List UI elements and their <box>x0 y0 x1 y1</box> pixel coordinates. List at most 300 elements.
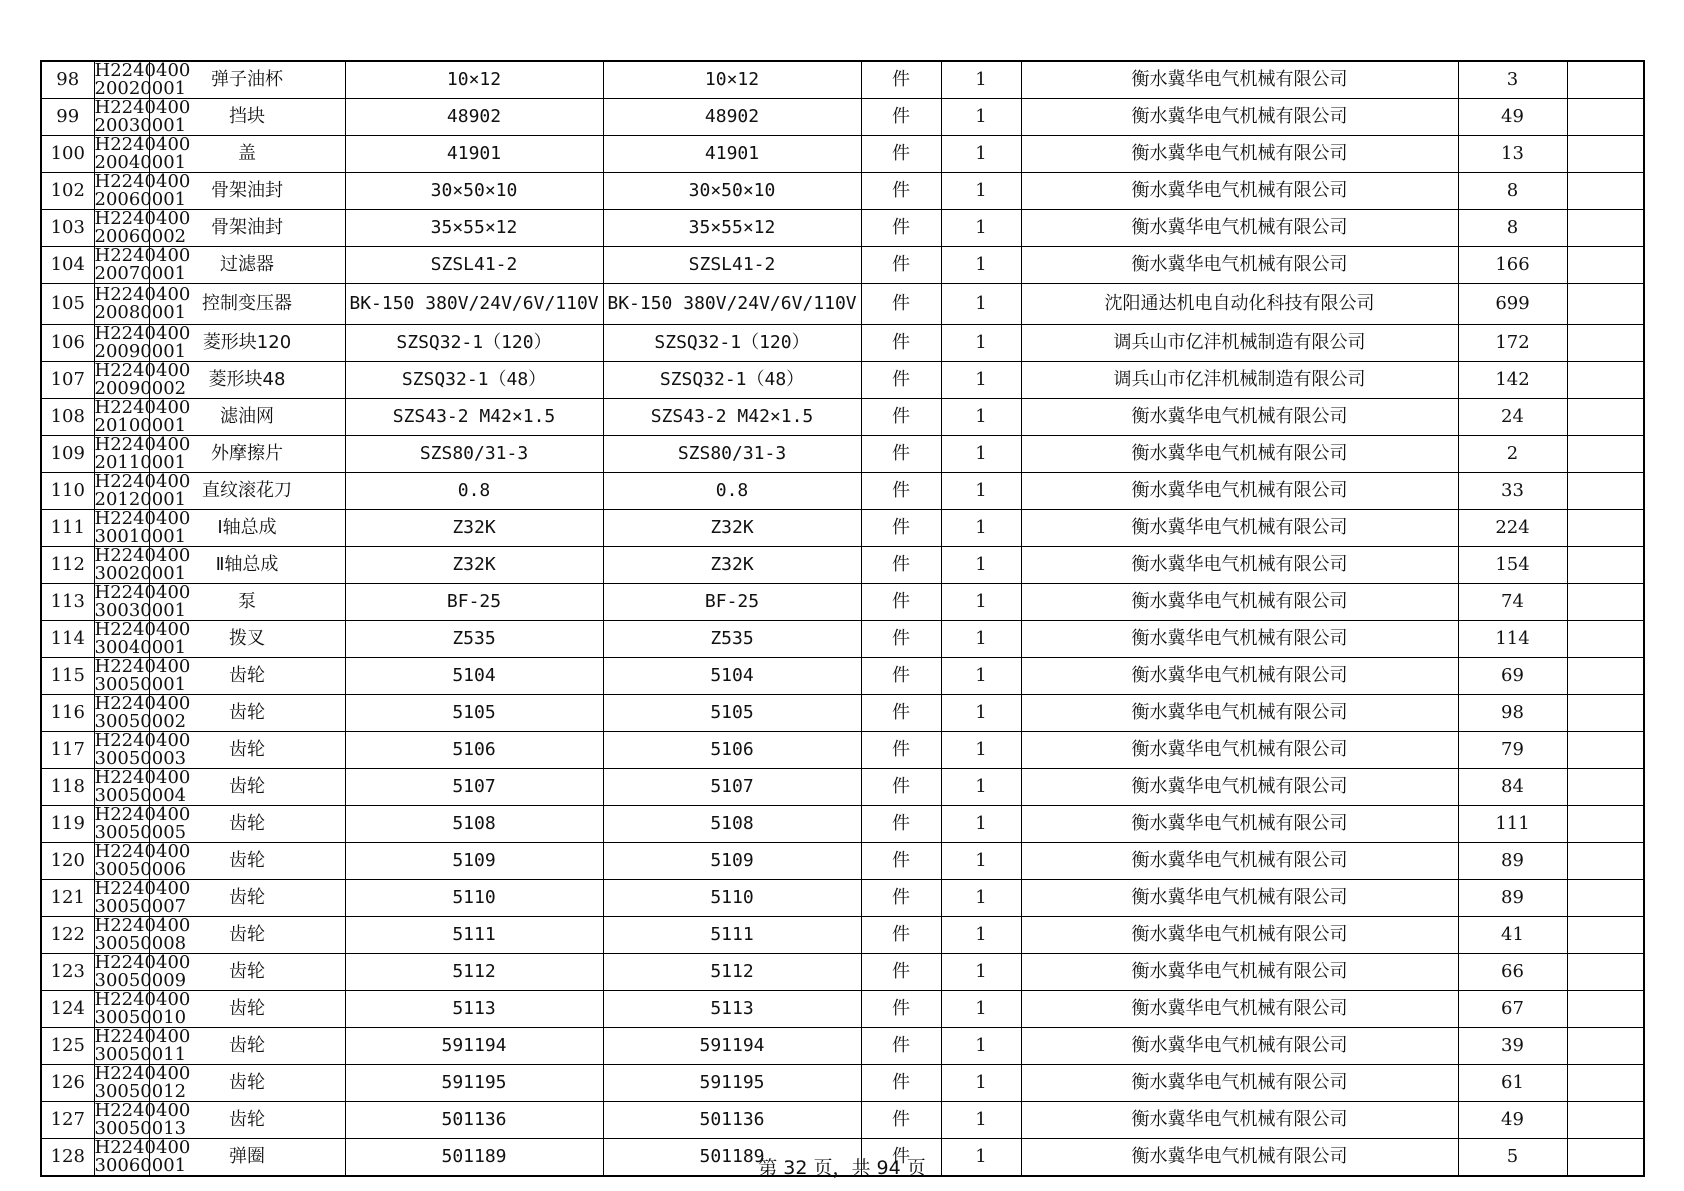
unit-cell: 件 <box>861 210 941 247</box>
note-cell <box>1567 247 1644 284</box>
table-row <box>41 399 1644 436</box>
spec-cell: 0.8 <box>345 473 603 510</box>
row-number-cell: 100 <box>41 136 94 173</box>
unit-cell: 件 <box>861 547 941 584</box>
unit-cell: 件 <box>861 695 941 732</box>
note-cell <box>1567 954 1644 991</box>
note-cell <box>1567 436 1644 473</box>
table-row <box>41 991 1644 1028</box>
part-name-cell: 齿轮 <box>149 769 345 806</box>
price-cell: 224 <box>1458 510 1567 547</box>
spec-cell: SZSQ32-1（48） <box>345 362 603 399</box>
quantity-cell: 1 <box>941 399 1021 436</box>
spec-cell: 5112 <box>345 954 603 991</box>
material-code-suffix: 30010001 <box>94 526 187 547</box>
spec-cell: SZS43-2 M42×1.5 <box>345 399 603 436</box>
spec-cell: 5106 <box>345 732 603 769</box>
material-code-suffix: 30050013 <box>94 1118 187 1139</box>
material-code-cell <box>94 952 191 991</box>
material-code-suffix: 20100001 <box>94 415 187 436</box>
material-code-suffix: 20060001 <box>94 189 187 210</box>
material-code-prefix: H2240400 <box>94 397 191 418</box>
table-row <box>41 732 1644 769</box>
material-code-suffix: 30050010 <box>94 1007 187 1028</box>
note-cell <box>1567 284 1644 325</box>
unit-cell: 件 <box>861 436 941 473</box>
note-cell <box>1567 173 1644 210</box>
material-code-suffix: 20070001 <box>94 263 187 284</box>
material-code-cell <box>94 397 191 436</box>
material-code-prefix: H2240400 <box>94 730 191 751</box>
spec-cell: 501189 <box>345 1139 603 1177</box>
table-row <box>41 247 1644 284</box>
material-code-prefix: H2240400 <box>94 1063 191 1084</box>
spec-cell: Z535 <box>345 621 603 658</box>
quantity-cell: 1 <box>941 284 1021 325</box>
note-cell <box>1567 1065 1644 1102</box>
note-cell <box>1567 732 1644 769</box>
material-code-prefix: H2240400 <box>94 619 191 640</box>
note-cell <box>1567 917 1644 954</box>
note-cell <box>1567 1102 1644 1139</box>
row-number-cell: 110 <box>41 473 94 510</box>
model-cell: 5109 <box>603 843 861 880</box>
material-code-cell <box>94 619 191 658</box>
unit-cell: 件 <box>861 473 941 510</box>
material-code-suffix: 20080001 <box>94 302 187 323</box>
material-code-cell <box>94 545 191 584</box>
material-code-cell <box>94 434 191 473</box>
unit-cell: 件 <box>861 806 941 843</box>
material-code-suffix: 20030001 <box>94 115 187 136</box>
model-cell: SZS43-2 M42×1.5 <box>603 399 861 436</box>
row-number-cell: 116 <box>41 695 94 732</box>
table-row <box>41 1102 1644 1139</box>
price-cell: 2 <box>1458 436 1567 473</box>
supplier-cell: 衡水冀华电气机械有限公司 <box>1021 991 1458 1028</box>
spec-cell: 5113 <box>345 991 603 1028</box>
row-number-cell: 123 <box>41 954 94 991</box>
table-row <box>41 584 1644 621</box>
supplier-cell: 衡水冀华电气机械有限公司 <box>1021 1139 1458 1177</box>
material-code-cell <box>94 730 191 769</box>
price-cell: 111 <box>1458 806 1567 843</box>
note-cell <box>1567 325 1644 362</box>
material-code-cell <box>94 60 191 99</box>
material-code-prefix: H2240400 <box>94 508 191 529</box>
row-number-cell: 99 <box>41 99 94 136</box>
model-cell: Z535 <box>603 621 861 658</box>
model-cell: 41901 <box>603 136 861 173</box>
material-code-prefix: H2240400 <box>94 915 191 936</box>
unit-cell: 件 <box>861 917 941 954</box>
material-code-prefix: H2240400 <box>94 208 191 229</box>
price-cell: 5 <box>1458 1139 1567 1177</box>
material-code-suffix: 20020001 <box>94 78 187 99</box>
price-cell: 172 <box>1458 325 1567 362</box>
model-cell: SZSQ32-1（48） <box>603 362 861 399</box>
supplier-cell: 衡水冀华电气机械有限公司 <box>1021 1065 1458 1102</box>
model-cell: 5108 <box>603 806 861 843</box>
part-name-cell: Ⅰ轴总成 <box>149 510 345 547</box>
note-cell <box>1567 61 1644 99</box>
material-code-cell <box>94 134 191 173</box>
quantity-cell: 1 <box>941 1139 1021 1177</box>
material-code-prefix: H2240400 <box>94 323 191 344</box>
quantity-cell: 1 <box>941 991 1021 1028</box>
part-name-cell: 齿轮 <box>149 954 345 991</box>
note-cell <box>1567 621 1644 658</box>
part-name-cell: 弹圈 <box>149 1139 345 1177</box>
note-cell <box>1567 769 1644 806</box>
part-name-cell: 齿轮 <box>149 695 345 732</box>
total-page-number: 94 <box>876 1157 901 1179</box>
footer-middle: 页，共 <box>813 1157 871 1179</box>
quantity-cell: 1 <box>941 1028 1021 1065</box>
material-code-cell <box>94 656 191 695</box>
price-cell: 33 <box>1458 473 1567 510</box>
material-code-prefix: H2240400 <box>94 952 191 973</box>
unit-cell: 件 <box>861 284 941 325</box>
spec-cell: 501136 <box>345 1102 603 1139</box>
row-number-cell: 117 <box>41 732 94 769</box>
row-number-cell: 108 <box>41 399 94 436</box>
material-code-prefix: H2240400 <box>94 1100 191 1121</box>
table-row <box>41 436 1644 473</box>
material-code-cell <box>94 582 191 621</box>
quantity-cell: 1 <box>941 1102 1021 1139</box>
price-cell: 49 <box>1458 1102 1567 1139</box>
material-code-cell <box>94 693 191 732</box>
supplier-cell: 衡水冀华电气机械有限公司 <box>1021 769 1458 806</box>
table-row <box>41 136 1644 173</box>
quantity-cell: 1 <box>941 621 1021 658</box>
model-cell: SZSL41-2 <box>603 247 861 284</box>
supplier-cell: 衡水冀华电气机械有限公司 <box>1021 1028 1458 1065</box>
note-cell <box>1567 584 1644 621</box>
model-cell: 30×50×10 <box>603 173 861 210</box>
unit-cell: 件 <box>861 954 941 991</box>
spec-cell: 5104 <box>345 658 603 695</box>
row-number-cell: 125 <box>41 1028 94 1065</box>
supplier-cell: 调兵山市亿沣机械制造有限公司 <box>1021 362 1458 399</box>
model-cell: Z32K <box>603 547 861 584</box>
spec-cell: 5110 <box>345 880 603 917</box>
part-name-cell: Ⅱ轴总成 <box>149 547 345 584</box>
material-code-cell <box>94 323 191 362</box>
supplier-cell: 衡水冀华电气机械有限公司 <box>1021 210 1458 247</box>
unit-cell: 件 <box>861 99 941 136</box>
model-cell: 591195 <box>603 1065 861 1102</box>
supplier-cell: 衡水冀华电气机械有限公司 <box>1021 880 1458 917</box>
price-cell: 699 <box>1458 284 1567 325</box>
spec-cell: Z32K <box>345 547 603 584</box>
table-row <box>41 1065 1644 1102</box>
page-footer <box>0 1153 1684 1180</box>
part-name-cell: 直纹滚花刀 <box>149 473 345 510</box>
row-number-cell: 115 <box>41 658 94 695</box>
supplier-cell: 衡水冀华电气机械有限公司 <box>1021 547 1458 584</box>
row-number-cell: 113 <box>41 584 94 621</box>
price-cell: 13 <box>1458 136 1567 173</box>
price-cell: 24 <box>1458 399 1567 436</box>
table-row <box>41 284 1644 325</box>
supplier-cell: 衡水冀华电气机械有限公司 <box>1021 473 1458 510</box>
model-cell: 5111 <box>603 917 861 954</box>
material-code-suffix: 20090002 <box>94 378 187 399</box>
material-code-suffix: 30020001 <box>94 563 187 584</box>
material-code-suffix: 20090001 <box>94 341 187 362</box>
price-cell: 114 <box>1458 621 1567 658</box>
quantity-cell: 1 <box>941 695 1021 732</box>
quantity-cell: 1 <box>941 880 1021 917</box>
model-cell: 5107 <box>603 769 861 806</box>
table-row <box>41 695 1644 732</box>
supplier-cell: 衡水冀华电气机械有限公司 <box>1021 399 1458 436</box>
price-cell: 8 <box>1458 173 1567 210</box>
quantity-cell: 1 <box>941 362 1021 399</box>
part-name-cell: 菱形块120 <box>149 325 345 362</box>
table-row <box>41 843 1644 880</box>
material-code-suffix: 30050005 <box>94 822 187 843</box>
supplier-cell: 衡水冀华电气机械有限公司 <box>1021 695 1458 732</box>
quantity-cell: 1 <box>941 732 1021 769</box>
note-cell <box>1567 510 1644 547</box>
model-cell: 5112 <box>603 954 861 991</box>
quantity-cell: 1 <box>941 769 1021 806</box>
row-number-cell: 126 <box>41 1065 94 1102</box>
table-row <box>41 325 1644 362</box>
part-name-cell: 骨架油封 <box>149 210 345 247</box>
price-cell: 41 <box>1458 917 1567 954</box>
table-row <box>41 658 1644 695</box>
material-code-suffix: 20040001 <box>94 152 187 173</box>
table-body <box>41 61 1644 1176</box>
material-code-suffix: 30050004 <box>94 785 187 806</box>
supplier-cell: 衡水冀华电气机械有限公司 <box>1021 954 1458 991</box>
current-page-number: 32 <box>783 1157 808 1179</box>
price-cell: 89 <box>1458 843 1567 880</box>
part-name-cell: 弹子油杯 <box>149 61 345 99</box>
spec-cell: 10×12 <box>345 61 603 99</box>
footer-prefix: 第 <box>758 1157 778 1179</box>
material-code-prefix: H2240400 <box>94 245 191 266</box>
material-code-suffix: 30050011 <box>94 1044 187 1065</box>
part-name-cell: 泵 <box>149 584 345 621</box>
note-cell <box>1567 658 1644 695</box>
material-code-prefix: H2240400 <box>94 471 191 492</box>
material-code-prefix: H2240400 <box>94 878 191 899</box>
part-name-cell: 齿轮 <box>149 880 345 917</box>
note-cell <box>1567 695 1644 732</box>
material-code-suffix: 30040001 <box>94 637 187 658</box>
price-cell: 8 <box>1458 210 1567 247</box>
model-cell: Z32K <box>603 510 861 547</box>
spec-cell: 41901 <box>345 136 603 173</box>
material-code-suffix: 20120001 <box>94 489 187 510</box>
material-code-suffix: 30050003 <box>94 748 187 769</box>
price-cell: 61 <box>1458 1065 1567 1102</box>
note-cell <box>1567 399 1644 436</box>
unit-cell: 件 <box>861 658 941 695</box>
unit-cell: 件 <box>861 880 941 917</box>
row-number-cell: 128 <box>41 1139 94 1177</box>
material-code-prefix: H2240400 <box>94 97 191 118</box>
table-row <box>41 917 1644 954</box>
note-cell <box>1567 136 1644 173</box>
unit-cell: 件 <box>861 136 941 173</box>
row-number-cell: 106 <box>41 325 94 362</box>
table-row <box>41 954 1644 991</box>
material-code-prefix: H2240400 <box>94 989 191 1010</box>
table-row <box>41 173 1644 210</box>
material-code-cell <box>94 878 191 917</box>
quantity-cell: 1 <box>941 584 1021 621</box>
model-cell: BK-150 380V/24V/6V/110V <box>603 284 861 325</box>
table-row <box>41 61 1644 99</box>
part-name-cell: 盖 <box>149 136 345 173</box>
quantity-cell: 1 <box>941 658 1021 695</box>
price-cell: 3 <box>1458 61 1567 99</box>
spec-cell: SZSL41-2 <box>345 247 603 284</box>
part-name-cell: 外摩擦片 <box>149 436 345 473</box>
material-code-cell <box>94 1100 191 1139</box>
price-cell: 79 <box>1458 732 1567 769</box>
model-cell: 35×55×12 <box>603 210 861 247</box>
material-code-cell <box>94 508 191 547</box>
material-code-suffix: 20060002 <box>94 226 187 247</box>
material-code-cell <box>94 97 191 136</box>
parts-table <box>40 60 1645 1177</box>
material-code-cell <box>94 171 191 210</box>
price-cell: 154 <box>1458 547 1567 584</box>
unit-cell: 件 <box>861 1139 941 1177</box>
row-number-cell: 118 <box>41 769 94 806</box>
model-cell: 591194 <box>603 1028 861 1065</box>
material-code-suffix: 30050001 <box>94 674 187 695</box>
spec-cell: 5107 <box>345 769 603 806</box>
price-cell: 74 <box>1458 584 1567 621</box>
part-name-cell: 齿轮 <box>149 1065 345 1102</box>
model-cell: 0.8 <box>603 473 861 510</box>
price-cell: 39 <box>1458 1028 1567 1065</box>
supplier-cell: 衡水冀华电气机械有限公司 <box>1021 917 1458 954</box>
spec-cell: 5105 <box>345 695 603 732</box>
row-number-cell: 122 <box>41 917 94 954</box>
note-cell <box>1567 880 1644 917</box>
supplier-cell: 衡水冀华电气机械有限公司 <box>1021 247 1458 284</box>
note-cell <box>1567 210 1644 247</box>
spec-cell: SZSQ32-1（120） <box>345 325 603 362</box>
unit-cell: 件 <box>861 621 941 658</box>
part-name-cell: 菱形块48 <box>149 362 345 399</box>
model-cell: 501136 <box>603 1102 861 1139</box>
supplier-cell: 衡水冀华电气机械有限公司 <box>1021 1102 1458 1139</box>
supplier-cell: 衡水冀华电气机械有限公司 <box>1021 173 1458 210</box>
unit-cell: 件 <box>861 1028 941 1065</box>
model-cell: 5113 <box>603 991 861 1028</box>
unit-cell: 件 <box>861 325 941 362</box>
spec-cell: SZS80/31-3 <box>345 436 603 473</box>
note-cell <box>1567 991 1644 1028</box>
spec-cell: 5108 <box>345 806 603 843</box>
material-code-cell <box>94 989 191 1028</box>
note-cell <box>1567 806 1644 843</box>
supplier-cell: 衡水冀华电气机械有限公司 <box>1021 806 1458 843</box>
part-name-cell: 齿轮 <box>149 843 345 880</box>
model-cell: 5106 <box>603 732 861 769</box>
price-cell: 84 <box>1458 769 1567 806</box>
material-code-prefix: H2240400 <box>94 360 191 381</box>
model-cell: SZS80/31-3 <box>603 436 861 473</box>
row-number-cell: 112 <box>41 547 94 584</box>
note-cell <box>1567 843 1644 880</box>
table-row <box>41 510 1644 547</box>
material-code-prefix: H2240400 <box>94 134 191 155</box>
row-number-cell: 103 <box>41 210 94 247</box>
table-row <box>41 1028 1644 1065</box>
model-cell: 5104 <box>603 658 861 695</box>
spec-cell: 48902 <box>345 99 603 136</box>
table-row <box>41 99 1644 136</box>
unit-cell: 件 <box>861 843 941 880</box>
part-name-cell: 齿轮 <box>149 806 345 843</box>
part-name-cell: 拨叉 <box>149 621 345 658</box>
model-cell: 48902 <box>603 99 861 136</box>
row-number-cell: 124 <box>41 991 94 1028</box>
material-code-cell <box>94 208 191 247</box>
note-cell <box>1567 99 1644 136</box>
material-code-suffix: 20110001 <box>94 452 187 473</box>
supplier-cell: 衡水冀华电气机械有限公司 <box>1021 510 1458 547</box>
material-code-cell <box>94 245 191 284</box>
supplier-cell: 衡水冀华电气机械有限公司 <box>1021 436 1458 473</box>
supplier-cell: 衡水冀华电气机械有限公司 <box>1021 61 1458 99</box>
material-code-prefix: H2240400 <box>94 545 191 566</box>
unit-cell: 件 <box>861 362 941 399</box>
table-row <box>41 210 1644 247</box>
unit-cell: 件 <box>861 510 941 547</box>
supplier-cell: 衡水冀华电气机械有限公司 <box>1021 658 1458 695</box>
unit-cell: 件 <box>861 584 941 621</box>
row-number-cell: 114 <box>41 621 94 658</box>
material-code-suffix: 30050009 <box>94 970 187 991</box>
price-cell: 166 <box>1458 247 1567 284</box>
quantity-cell: 1 <box>941 473 1021 510</box>
spec-cell: 30×50×10 <box>345 173 603 210</box>
supplier-cell: 衡水冀华电气机械有限公司 <box>1021 99 1458 136</box>
material-code-cell <box>94 1026 191 1065</box>
part-name-cell: 滤油网 <box>149 399 345 436</box>
material-code-cell <box>94 767 191 806</box>
model-cell: 5105 <box>603 695 861 732</box>
material-code-cell <box>94 804 191 843</box>
material-code-cell <box>94 360 191 399</box>
table-row <box>41 880 1644 917</box>
footer-suffix: 页 <box>906 1157 926 1179</box>
material-code-prefix: H2240400 <box>94 1137 191 1158</box>
unit-cell: 件 <box>861 247 941 284</box>
material-code-suffix: 30050006 <box>94 859 187 880</box>
material-code-prefix: H2240400 <box>94 656 191 677</box>
price-cell: 69 <box>1458 658 1567 695</box>
part-name-cell: 齿轮 <box>149 991 345 1028</box>
table-row <box>41 806 1644 843</box>
material-code-suffix: 30050002 <box>94 711 187 732</box>
spec-cell: 591194 <box>345 1028 603 1065</box>
material-code-prefix: H2240400 <box>94 284 191 305</box>
table-row <box>41 362 1644 399</box>
